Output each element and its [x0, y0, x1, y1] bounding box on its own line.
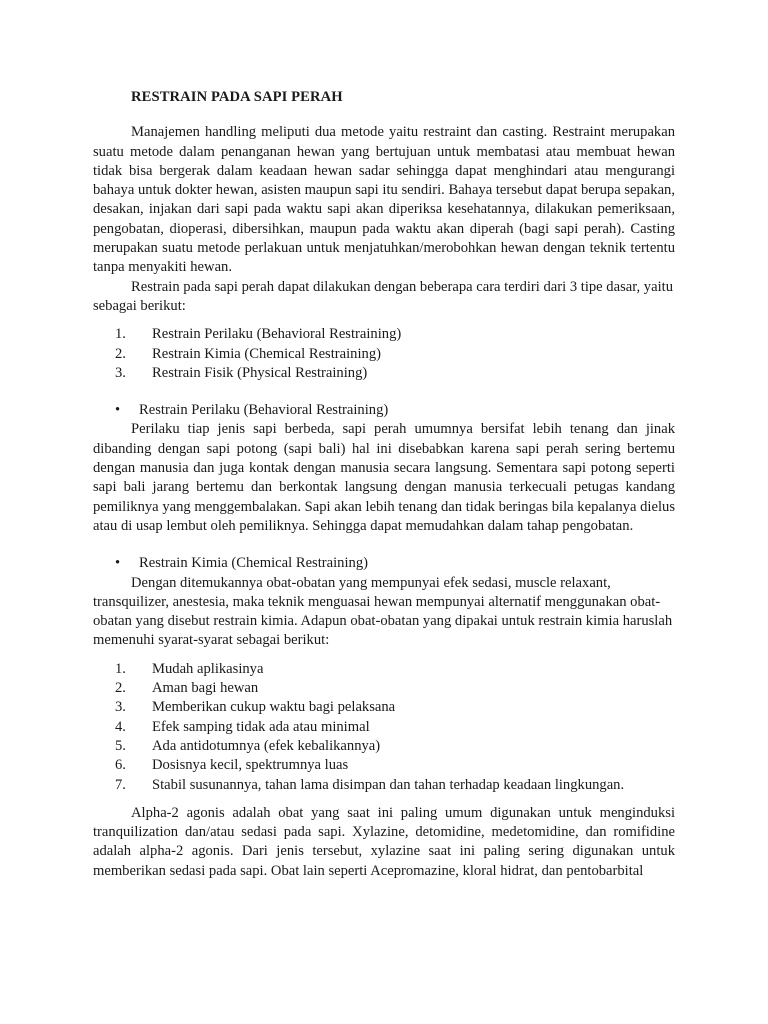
- list-item-text: Stabil susunannya, tahan lama disimpan dan tahan terhadap keadaan lingkungan.: [152, 776, 625, 793]
- section-chemical-body: Dengan ditemukannya obat-obatan yang mempunyai efek sedasi, muscle relaxant, transquilizer, anestesia, maka teknik menguasai hewan mempunyai alternatif menggunakan obat-obatan yang disebut restrain kimia. Adapun obat-obatan yang dipakai untuk restrain kimia haruslah memenuhi syarat-syarat sebagai berikut:: [93, 574, 673, 649]
- section-heading-text: Restrain Kimia (Chemical Restraining): [139, 555, 368, 572]
- list-item: [93, 718, 675, 737]
- intro-paragraph: Manajemen handling meliputi dua metode yaitu restraint dan casting. Restraint merupakan suatu metode dalam penanganan hewan yang bertujuan untuk membatasi atau membuat hewan tidak bisa bergerak dalam keadaan hewan sadar sehingga dapat menghindari atau mengurangi bahaya untuk dokter hewan, asisten maupun sapi itu sendiri. Bahaya tersebut dapat berupa sepakan, desakan, injakan dari sapi pada waktu sapi akan diperiksa kesehatannya, dilakukan pemeriksaan, pengobatan, dioperasi, dibersihkan, maupun pada waktu akan diperah (bagi sapi perah). Casting merupakan suatu metode perlakuan untuk menjatuhkan/merobohkan hewan dengan teknik tertentu tanpa menyakiti hewan.: [93, 124, 675, 276]
- list-item: [93, 660, 675, 679]
- list-item: [93, 698, 675, 717]
- list-item-text: Dosisnya kecil, spektrumnya luas: [152, 757, 349, 774]
- list-item-text: Memberikan cukup waktu bagi pelaksana: [152, 699, 396, 716]
- restraint-types-list: [93, 325, 675, 383]
- section-behavioral-heading: [93, 401, 675, 420]
- document-page: [93, 88, 675, 881]
- list-item-text: Aman bagi hewan: [152, 680, 259, 697]
- list-item-text: Efek samping tidak ada atau minimal: [152, 718, 370, 735]
- list-item-number: 5.: [115, 737, 126, 754]
- list-item: [93, 679, 675, 698]
- list-item: [93, 364, 675, 383]
- list-item-number: 7.: [115, 776, 126, 793]
- list-item-text: Restrain Perilaku (Behavioral Restraining): [152, 326, 402, 343]
- list-item: [93, 776, 675, 795]
- list-item: [93, 737, 675, 756]
- types-intro-paragraph: Restrain pada sapi perah dapat dilakukan dengan beberapa cara terdiri dari 3 tipe dasar, yaitu sebagai berikut:: [93, 278, 673, 314]
- list-item: [93, 325, 675, 344]
- list-item-number: 3.: [115, 364, 126, 381]
- alpha2-paragraph: Alpha-2 agonis adalah obat yang saat ini paling umum digunakan untuk menginduksi tranquilization dan/atau sedasi pada sapi. Xylazine, detomidine, medetomidine, dan romifidine adalah alpha-2 agonis. Dari jenis tersebut, xylazine saat ini paling sering digunakan untuk memberikan sedasi pada sapi. Obat lain seperti Acepromazine, kloral hidrat, dan pentobarbital: [93, 804, 675, 879]
- section-heading-text: Restrain Perilaku (Behavioral Restraining): [139, 402, 389, 419]
- list-item-number: 4.: [115, 718, 126, 735]
- document-title: RESTRAIN PADA SAPI PERAH: [131, 89, 343, 105]
- requirements-list: [93, 660, 675, 795]
- list-item-number: 2.: [115, 345, 126, 362]
- list-item-text: Ada antidotumnya (efek kebalikannya): [152, 737, 381, 754]
- section-chemical-heading: [93, 554, 675, 573]
- list-item-text: Restrain Fisik (Physical Restraining): [152, 364, 368, 381]
- list-item-number: 1.: [115, 660, 126, 677]
- section-behavioral-body: Perilaku tiap jenis sapi berbeda, sapi perah umumnya bersifat lebih tenang dan jinak dibanding dengan sapi potong (sapi bali) hal ini disebabkan karena sapi perah sering bertemu dengan manusia dan juga kontak dengan manusia secara langsung. Sementara sapi potong seperti sapi bali jarang bertemu dan berkontak langsung dengan manusia terkecuali petugas kandang pemiliknya yang menggembalakan. Sapi akan lebih tenang dan tidak beringas bila kepalanya dielus atau di usap lembut oleh pemiliknya. Sehingga dapat memudahkan dalam tahap pengobatan.: [93, 421, 675, 534]
- bullet-icon: •: [115, 555, 121, 572]
- list-item-number: 2.: [115, 680, 126, 697]
- list-item: [93, 756, 675, 775]
- list-item: [93, 345, 675, 364]
- list-item-number: 6.: [115, 757, 126, 774]
- list-item-text: Restrain Kimia (Chemical Restraining): [152, 345, 381, 362]
- bullet-icon: •: [115, 402, 121, 419]
- list-item-number: 1.: [115, 326, 126, 343]
- list-item-number: 3.: [115, 699, 126, 716]
- list-item-text: Mudah aplikasinya: [152, 660, 264, 677]
